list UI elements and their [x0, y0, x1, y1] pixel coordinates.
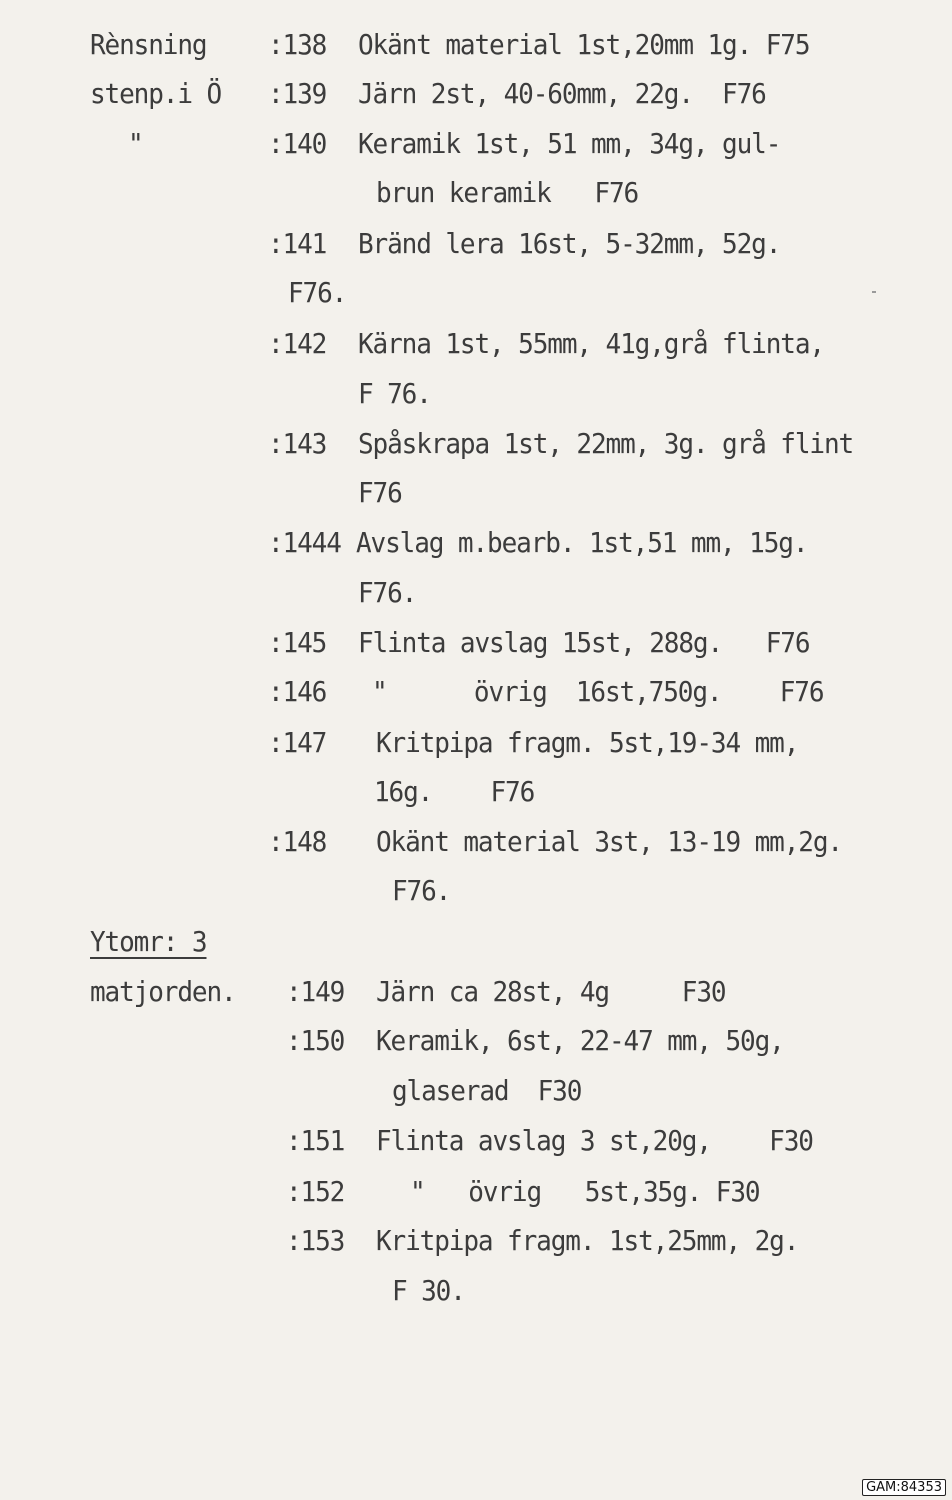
- catalog-number: :148: [268, 825, 327, 858]
- catalog-entry-text: Keramik, 6st, 22-47 mm, 50g,: [376, 1024, 784, 1057]
- catalog-number: :153: [286, 1224, 345, 1257]
- section-heading: Ytomr: 3: [90, 925, 207, 958]
- group-label-line: stenp.i Ö: [90, 77, 222, 110]
- catalog-entry-text: Järn ca 28st, 4g F30: [376, 975, 726, 1008]
- catalog-entry-text: Okänt material 3st, 13-19 mm,2g.: [376, 825, 842, 858]
- catalog-entry-continuation: glaserad F30: [392, 1074, 582, 1107]
- catalog-number: :142: [268, 327, 327, 360]
- group-label-line: Rènsning: [90, 28, 207, 61]
- catalog-number: :1444: [268, 526, 341, 559]
- catalog-entry-text: Bränd lera 16st, 5-32mm, 52g.: [358, 227, 781, 260]
- catalog-number: :141: [268, 227, 327, 260]
- catalog-entry-continuation: F76.: [358, 576, 417, 609]
- catalog-entry-text: Kärna 1st, 55mm, 41g,grå flinta,: [358, 327, 824, 360]
- catalog-number: :152: [286, 1175, 345, 1208]
- catalog-entry-text: Avslag m.bearb. 1st,51 mm, 15g.: [356, 526, 808, 559]
- catalog-entry-text: Spåskrapa 1st, 22mm, 3g. grå flint: [358, 427, 854, 460]
- ditto-mark: ": [128, 127, 143, 160]
- catalog-entry-text: Kritpipa fragm. 5st,19-34 mm,: [376, 726, 799, 759]
- catalog-entry-text: " övrig 5st,35g. F30: [410, 1175, 760, 1208]
- catalog-number: :151: [286, 1124, 345, 1157]
- catalog-number: :149: [286, 975, 345, 1008]
- catalog-number: :140: [268, 127, 327, 160]
- catalog-entry-continuation: F 30.: [392, 1274, 465, 1307]
- catalog-entry-continuation: 16g. F76: [374, 775, 535, 808]
- catalog-number: :145: [268, 626, 327, 659]
- catalog-entry-continuation: brun keramik F76: [376, 176, 639, 209]
- catalog-number: :147: [268, 726, 327, 759]
- catalog-number: :146: [268, 675, 327, 708]
- catalog-number: :150: [286, 1024, 345, 1057]
- catalog-entry-text: Keramik 1st, 51 mm, 34g, gul-: [358, 127, 781, 160]
- catalog-number: :138: [268, 28, 327, 61]
- catalog-entry-text: " övrig 16st,750g. F76: [372, 675, 824, 708]
- catalog-entry-continuation: F76: [358, 476, 402, 509]
- catalog-entry-text: Kritpipa fragm. 1st,25mm, 2g.: [376, 1224, 799, 1257]
- stray-mark: [872, 291, 876, 293]
- catalog-entry-continuation: F 76.: [358, 377, 431, 410]
- archive-id-stamp: GAM:84353: [862, 1479, 946, 1496]
- catalog-number: :143: [268, 427, 327, 460]
- catalog-entry-text: Flinta avslag 15st, 288g. F76: [358, 626, 810, 659]
- catalog-entry-text: Okänt material 1st,20mm 1g. F75: [358, 28, 810, 61]
- catalog-entry-text: Flinta avslag 3 st,20g, F30: [376, 1124, 813, 1157]
- catalog-entry-continuation: F76.: [392, 874, 451, 907]
- catalog-entry-text: Järn 2st, 40-60mm, 22g. F76: [358, 77, 766, 110]
- catalog-number: :139: [268, 77, 327, 110]
- group-label-line: matjorden.: [90, 975, 236, 1008]
- catalog-entry-continuation: F76.: [288, 276, 347, 309]
